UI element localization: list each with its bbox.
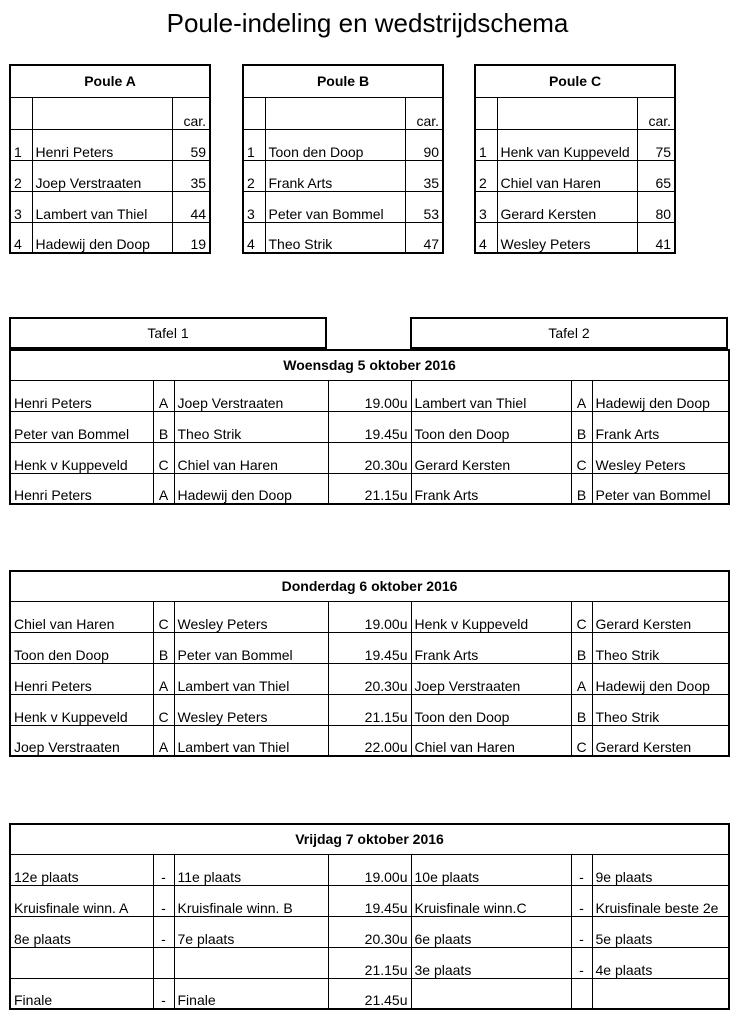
match-player-2: Peter van Bommel	[174, 632, 328, 663]
match-player-2: Finale	[174, 978, 328, 1009]
match-poule: -	[571, 854, 592, 885]
day-title: Woensdag 5 oktober 2016	[10, 350, 729, 380]
schedule-day-2	[9, 570, 730, 757]
match-time: 19.45u	[328, 632, 411, 663]
poule-player-number: 3	[243, 191, 265, 222]
poule-player-car: 35	[172, 160, 210, 191]
match-poule: C	[153, 601, 174, 632]
match-poule: -	[153, 916, 174, 947]
match-player-2: Wesley Peters	[174, 601, 328, 632]
match-player-3: 10e plaats	[411, 854, 571, 885]
page-title: Poule-indeling en wedstrijdschema	[166, 8, 569, 38]
poule-player-number: 2	[10, 160, 32, 191]
match-poule: A	[571, 663, 592, 694]
car-header: car.	[172, 97, 210, 129]
match-time: 21.15u	[328, 694, 411, 725]
match-player-1: Toon den Doop	[10, 632, 153, 663]
match-poule: B	[571, 632, 592, 663]
poule-player-name: Wesley Peters	[497, 222, 637, 253]
car-header: car.	[405, 97, 443, 129]
match-player-4: Hadewij den Doop	[592, 380, 729, 411]
match-poule: A	[153, 725, 174, 756]
match-poule: A	[571, 380, 592, 411]
match-player-2: Hadewij den Doop	[174, 473, 328, 504]
match-player-1: Henk v Kuppeveld	[10, 694, 153, 725]
match-poule: B	[153, 632, 174, 663]
poule-player-car: 44	[172, 191, 210, 222]
match-poule: -	[153, 885, 174, 916]
match-time: 19.45u	[328, 885, 411, 916]
match-player-2: 11e plaats	[174, 854, 328, 885]
poule-player-name: Hadewij den Doop	[32, 222, 172, 253]
match-player-3: 3e plaats	[411, 947, 571, 978]
match-player-4: 5e plaats	[592, 916, 729, 947]
poule-player-car: 80	[637, 191, 675, 222]
poule-title: Poule C	[475, 65, 675, 97]
match-poule: C	[571, 601, 592, 632]
match-player-1: Henri Peters	[10, 473, 153, 504]
poule-player-number: 4	[243, 222, 265, 253]
poule-player-car: 90	[405, 129, 443, 160]
poule-player-car: 35	[405, 160, 443, 191]
match-player-3: 6e plaats	[411, 916, 571, 947]
match-poule: A	[153, 380, 174, 411]
match-player-1: Henri Peters	[10, 663, 153, 694]
poule-player-name: Joep Verstraaten	[32, 160, 172, 191]
match-player-4: Frank Arts	[592, 411, 729, 442]
poule-player-number: 3	[10, 191, 32, 222]
match-poule: B	[571, 473, 592, 504]
match-player-4: Gerard Kersten	[592, 601, 729, 632]
match-player-3: Frank Arts	[411, 473, 571, 504]
poule-player-name: Lambert van Thiel	[32, 191, 172, 222]
match-poule: B	[153, 411, 174, 442]
poule-player-name: Toon den Doop	[265, 129, 405, 160]
poule-player-name: Theo Strik	[265, 222, 405, 253]
schedule-day-1	[9, 349, 730, 505]
poule-player-number: 3	[475, 191, 497, 222]
match-time: 22.00u	[328, 725, 411, 756]
poule-player-name: Frank Arts	[265, 160, 405, 191]
poule-player-name: Chiel van Haren	[497, 160, 637, 191]
match-player-2: Chiel van Haren	[174, 442, 328, 473]
match-poule: A	[153, 473, 174, 504]
match-poule: C	[571, 725, 592, 756]
poule-player-name: Henri Peters	[32, 129, 172, 160]
day-title: Vrijdag 7 oktober 2016	[10, 824, 729, 854]
match-player-2: Theo Strik	[174, 411, 328, 442]
match-player-4: Wesley Peters	[592, 442, 729, 473]
match-time: 20.30u	[328, 442, 411, 473]
poule-player-number: 1	[10, 129, 32, 160]
match-poule: C	[153, 694, 174, 725]
match-time: 21.15u	[328, 947, 411, 978]
day-title: Donderdag 6 oktober 2016	[10, 571, 729, 601]
match-player-4	[592, 978, 729, 1009]
poule-table-a	[9, 64, 211, 254]
match-player-2: 7e plaats	[174, 916, 328, 947]
match-time: 20.30u	[328, 916, 411, 947]
match-player-4: Theo Strik	[592, 694, 729, 725]
poule-title: Poule B	[243, 65, 443, 97]
match-player-3: Frank Arts	[411, 632, 571, 663]
match-player-2: Joep Verstraaten	[174, 380, 328, 411]
match-player-1: Henri Peters	[10, 380, 153, 411]
match-poule: -	[153, 854, 174, 885]
schedule-day-3	[9, 823, 730, 1010]
match-time: 19.00u	[328, 380, 411, 411]
match-poule	[153, 947, 174, 978]
match-poule: A	[153, 663, 174, 694]
match-player-2: Lambert van Thiel	[174, 663, 328, 694]
match-player-3: Henk v Kuppeveld	[411, 601, 571, 632]
poule-player-car: 75	[637, 129, 675, 160]
poule-player-name: Henk van Kuppeveld	[497, 129, 637, 160]
match-player-4: Hadewij den Doop	[592, 663, 729, 694]
match-player-3	[411, 978, 571, 1009]
match-time: 21.15u	[328, 473, 411, 504]
match-player-1: 12e plaats	[10, 854, 153, 885]
match-player-4: 9e plaats	[592, 854, 729, 885]
poule-player-number: 4	[10, 222, 32, 253]
match-poule: B	[571, 694, 592, 725]
match-poule: -	[571, 947, 592, 978]
poule-player-number: 1	[243, 129, 265, 160]
match-poule: C	[571, 442, 592, 473]
match-player-1	[10, 947, 153, 978]
match-time: 20.30u	[328, 663, 411, 694]
match-time: 19.45u	[328, 411, 411, 442]
match-player-1: Joep Verstraaten	[10, 725, 153, 756]
tafel-2-header: Tafel 2	[410, 317, 728, 349]
poule-player-number: 4	[475, 222, 497, 253]
match-player-3: Chiel van Haren	[411, 725, 571, 756]
match-player-2: Wesley Peters	[174, 694, 328, 725]
match-poule: -	[571, 885, 592, 916]
match-time: 21.45u	[328, 978, 411, 1009]
match-player-3: Toon den Doop	[411, 694, 571, 725]
match-player-1: Henk v Kuppeveld	[10, 442, 153, 473]
poule-table-b	[242, 64, 444, 254]
match-player-4: Kruisfinale beste 2e	[592, 885, 729, 916]
match-player-3: Toon den Doop	[411, 411, 571, 442]
poule-player-name: Peter van Bommel	[265, 191, 405, 222]
poule-player-car: 65	[637, 160, 675, 191]
match-player-1: Finale	[10, 978, 153, 1009]
match-player-1: Peter van Bommel	[10, 411, 153, 442]
poule-player-name: Gerard Kersten	[497, 191, 637, 222]
match-player-1: Kruisfinale winn. A	[10, 885, 153, 916]
poule-player-car: 41	[637, 222, 675, 253]
match-player-2: Kruisfinale winn. B	[174, 885, 328, 916]
poule-player-car: 19	[172, 222, 210, 253]
match-poule: C	[153, 442, 174, 473]
match-player-1: Chiel van Haren	[10, 601, 153, 632]
poule-player-number: 2	[243, 160, 265, 191]
match-poule: -	[153, 978, 174, 1009]
match-poule	[571, 978, 592, 1009]
match-poule: -	[571, 916, 592, 947]
poule-player-number: 2	[475, 160, 497, 191]
match-player-4: Peter van Bommel	[592, 473, 729, 504]
match-player-4: 4e plaats	[592, 947, 729, 978]
car-header: car.	[637, 97, 675, 129]
match-time: 19.00u	[328, 854, 411, 885]
match-time: 19.00u	[328, 601, 411, 632]
poule-player-car: 59	[172, 129, 210, 160]
tafel-1-header: Tafel 1	[9, 317, 327, 349]
poule-player-car: 47	[405, 222, 443, 253]
poule-player-car: 53	[405, 191, 443, 222]
poule-title: Poule A	[10, 65, 210, 97]
match-poule: B	[571, 411, 592, 442]
match-player-3: Kruisfinale winn.C	[411, 885, 571, 916]
match-player-4: Gerard Kersten	[592, 725, 729, 756]
match-player-3: Lambert van Thiel	[411, 380, 571, 411]
match-player-3: Joep Verstraaten	[411, 663, 571, 694]
match-player-2: Lambert van Thiel	[174, 725, 328, 756]
match-player-1: 8e plaats	[10, 916, 153, 947]
match-player-2	[174, 947, 328, 978]
poule-table-c	[474, 64, 676, 254]
poule-player-number: 1	[475, 129, 497, 160]
match-player-3: Gerard Kersten	[411, 442, 571, 473]
match-player-4: Theo Strik	[592, 632, 729, 663]
